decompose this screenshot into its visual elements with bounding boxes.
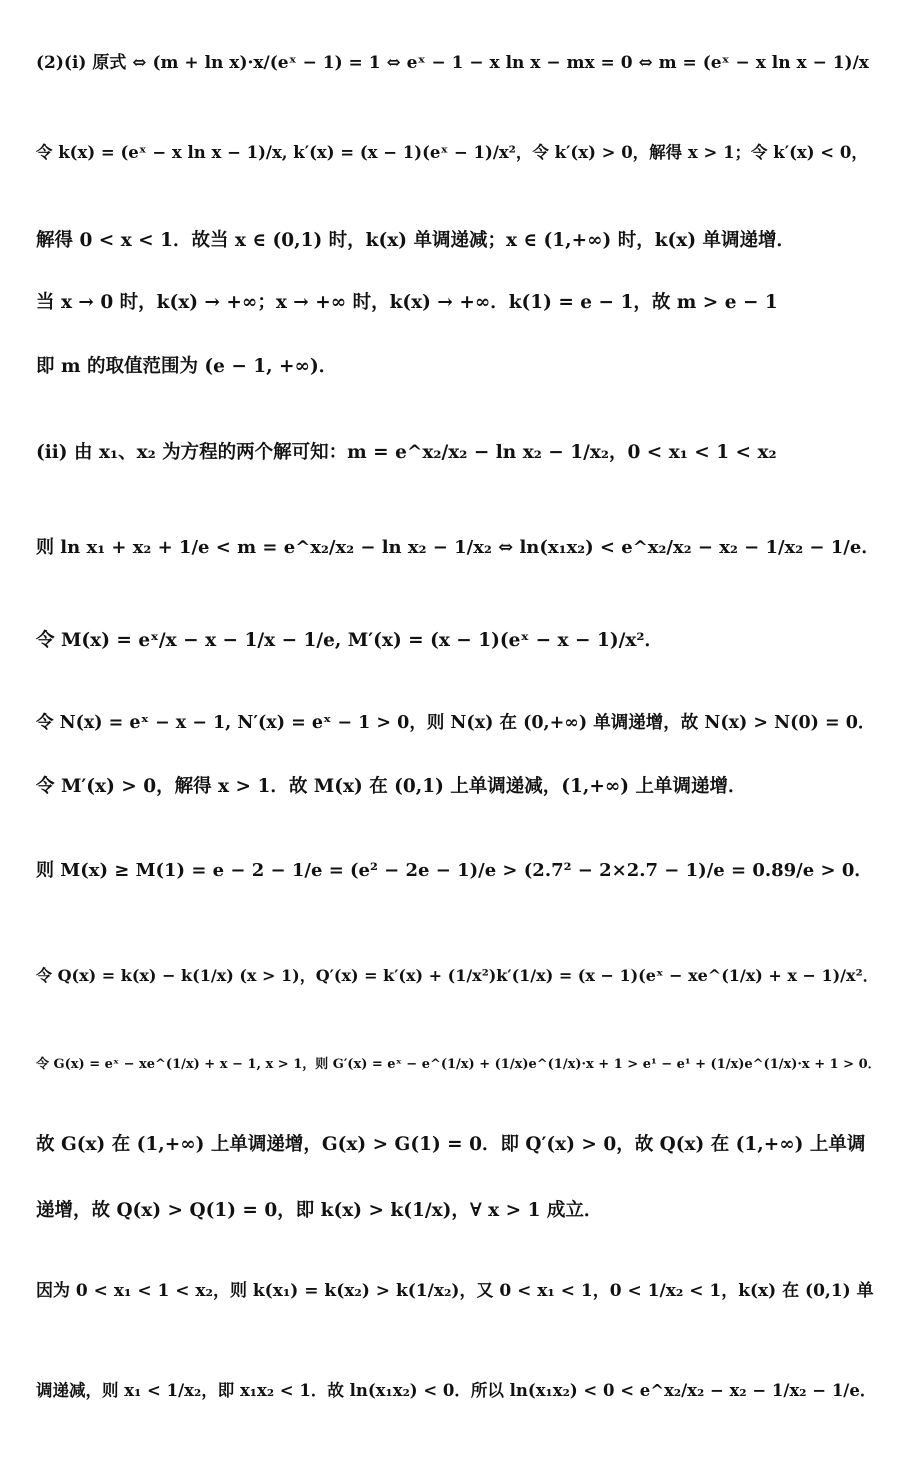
solution-line: 则 ln x₁ + x₂ + 1/e < m = e^x₂/x₂ − ln x₂ − 1/x₂ ⇔ ln(x₁x₂) < e^x₂/x₂ − x₂ − 1/x₂ − 1/e．: [36, 537, 880, 558]
solution-line: 递增，故 Q(x) > Q(1) = 0，即 k(x) > k(1/x)，∀ x > 1 成立．: [36, 1200, 603, 1221]
solution-line: 令 k(x) = (eˣ − x ln x − 1)/x, k′(x) = (x − 1)(eˣ − 1)/x²，令 k′(x) > 0，解得 x > 1；令 k′(x) < 0，: [36, 143, 868, 162]
solution-line: 当 x → 0 时，k(x) → +∞；x → +∞ 时，k(x) → +∞．k(1) = e − 1，故 m > e − 1: [36, 292, 778, 313]
solution-line: 令 M′(x) > 0，解得 x > 1．故 M(x) 在 (0,1) 上单调递减，(1,+∞) 上单调递增．: [36, 776, 747, 797]
solution-line: 调递减，则 x₁ < 1/x₂，即 x₁x₂ < 1．故 ln(x₁x₂) < 0．所以 ln(x₁x₂) < 0 < e^x₂/x₂ − x₂ − 1/x₂ − 1/e．: [36, 1381, 877, 1400]
solution-line: (2)(i) 原式 ⇔ (m + ln x)·x/(eˣ − 1) = 1 ⇔ eˣ − 1 − x ln x − mx = 0 ⇔ m = (eˣ − x ln x − 1)/x: [36, 53, 869, 73]
solution-line: 则 M(x) ≥ M(1) = e − 2 − 1/e = (e² − 2e − 1)/e > (2.7² − 2×2.7 − 1)/e = 0.89/e > 0．: [36, 860, 873, 881]
solution-line: 即 m 的取值范围为 (e − 1, +∞)．: [36, 356, 338, 377]
solution-line: 故 G(x) 在 (1,+∞) 上单调递增，G(x) > G(1) = 0．即 Q′(x) > 0，故 Q(x) 在 (1,+∞) 上单调: [36, 1134, 866, 1155]
solution-line: (ii) 由 x₁、x₂ 为方程的两个解可知：m = e^x₂/x₂ − ln x₂ − 1/x₂，0 < x₁ < 1 < x₂: [36, 442, 777, 463]
solution-line: 解得 0 < x < 1．故当 x ∈ (0,1) 时，k(x) 单调递减；x ∈ (1,+∞) 时，k(x) 单调递增．: [36, 230, 796, 251]
solution-line: 令 G(x) = eˣ − xe^(1/x) + x − 1, x > 1，则 G′(x) = eˣ − e^(1/x) + (1/x)e^(1/x)·x + 1 > e¹ − e¹ + (1/x)e^(1/x)·x + 1 > 0．: [36, 1057, 881, 1072]
solution-line: 因为 0 < x₁ < 1 < x₂，则 k(x₁) = k(x₂) > k(1/x₂)，又 0 < x₁ < 1，0 < 1/x₂ < 1，k(x) 在 (0,1) 单: [36, 1281, 874, 1301]
solution-line: 令 M(x) = eˣ/x − x − 1/x − 1/e, M′(x) = (x − 1)(eˣ − x − 1)/x²．: [36, 630, 663, 651]
solution-line: 令 N(x) = eˣ − x − 1, N′(x) = eˣ − 1 > 0，则 N(x) 在 (0,+∞) 单调递增，故 N(x) > N(0) = 0．: [36, 713, 876, 733]
solution-line: 令 Q(x) = k(x) − k(1/x) (x > 1)，Q′(x) = k′(x) + (1/x²)k′(1/x) = (x − 1)(eˣ − xe^(1/x) + x − 1)/x²．: [36, 966, 879, 985]
